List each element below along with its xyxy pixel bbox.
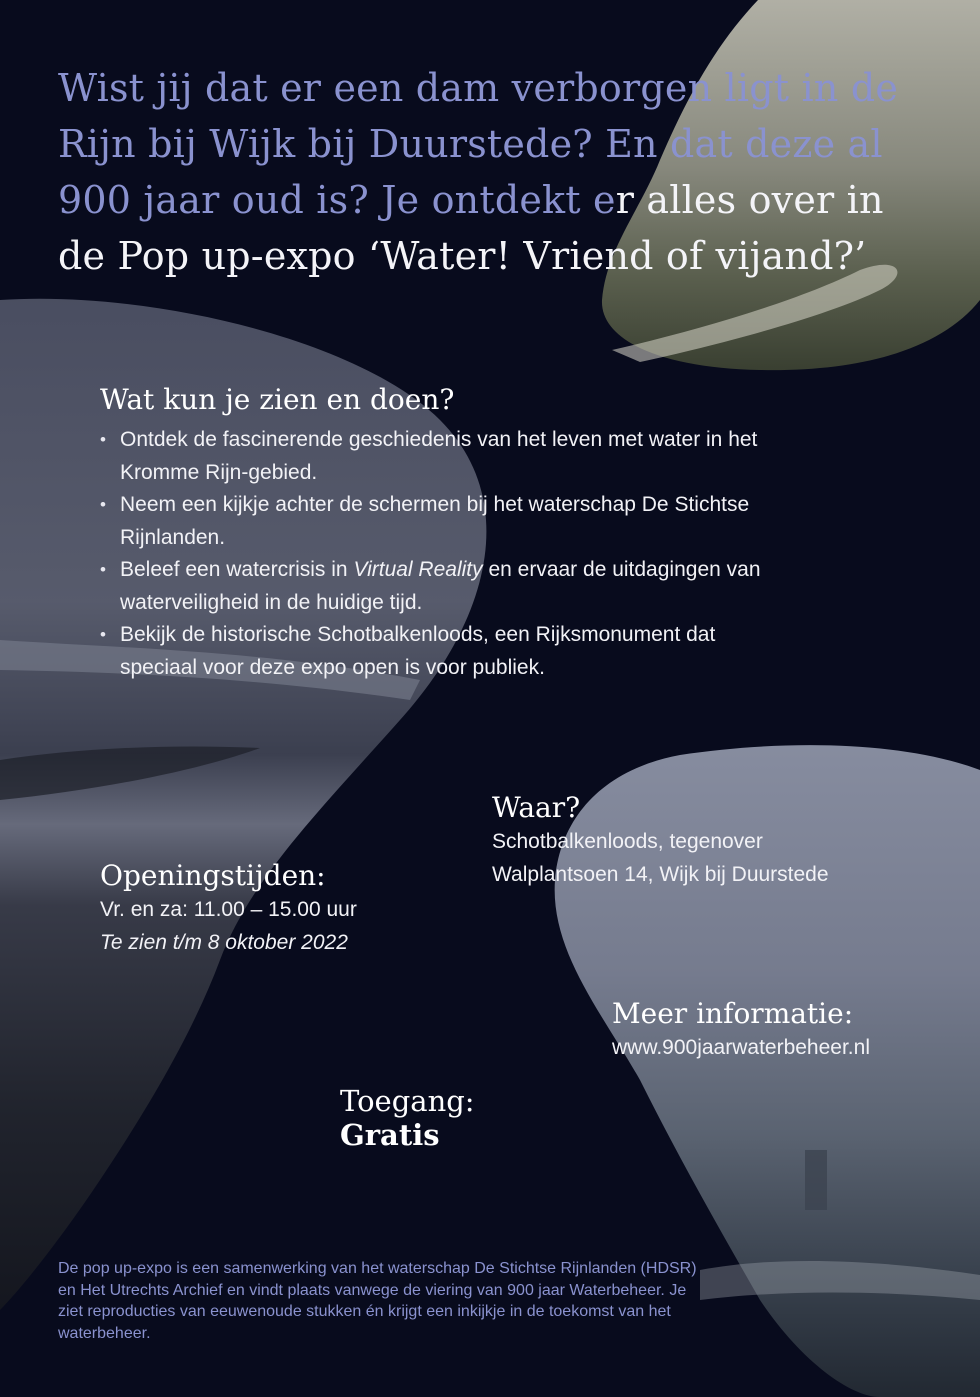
what-to-do-title: Wat kun je zien en doen? [100, 383, 455, 416]
footer-note: De pop up-expo is een samenwerking van het waterschap De Stichtse Rijnlanden (HDSR) en Het Utrechts Archief en vindt plaats vanwege de viering van 900 jaar Waterbeheer. Je ziet reproducties van eeuwenoude stukken én krijgt een inkijkje in de toekomst van het waterbeheer. [58, 1260, 697, 1342]
activity-item-behind-scenes: • Neem een kijkje achter de schermen bij het waterschap De Stichtse Rijnlanden. [100, 489, 780, 554]
activity-vr-italic: Virtual Reality [353, 558, 483, 581]
more-info-title: Meer informatie: [612, 997, 854, 1030]
activity-list [100, 424, 780, 684]
opening-hours-text: Vr. en za: 11.00 – 15.00 uur [100, 898, 357, 921]
headline-accent-text: Wist jij dat er een dam verborgen ligt in de Rijn bij Wijk bij Duurstede? En dat deze al 900 jaar oud is? Je ontdekt e [58, 66, 899, 222]
location-title: Waar? [492, 791, 581, 824]
activity-vr-text-end: en ervaar de uitdagingen van waterveiligheid in de huidige tijd. [120, 558, 761, 614]
location-section [492, 790, 932, 891]
opening-hours-section [100, 858, 480, 959]
admission-value: Gratis [340, 1118, 440, 1152]
location-line-2: Walplantsoen 14, Wijk bij Duurstede [492, 862, 829, 886]
activity-item-history: • Ontdek de fascinerende geschiedenis van het leven met water in het Kromme Rijn-gebied. [100, 424, 780, 489]
what-to-do-section [100, 382, 780, 684]
activity-item-vr [100, 554, 780, 619]
headline-white-text: r alles over in de Pop up-expo ‘Water! Vriend of vijand?’ [58, 178, 884, 278]
exhibition-end-date: Te zien t/m 8 oktober 2022 [100, 930, 348, 954]
activity-vr-text-start: Beleef een watercrisis in [120, 558, 354, 581]
headline [58, 60, 928, 284]
opening-hours-title: Openingstijden: [100, 859, 326, 892]
church-tower-shape [805, 1150, 827, 1210]
activity-item-monument: • Bekijk de historische Schotbalkenloods, een Rijksmonument dat speciaal voor deze expo open is voor publiek. [100, 619, 780, 684]
website-link[interactable]: www.900jaarwaterbeheer.nl [612, 1036, 870, 1059]
admission-title: Toegang: [340, 1084, 475, 1118]
more-info-section [612, 996, 952, 1065]
admission-section [340, 1084, 580, 1152]
location-line-1: Schotbalkenloods, tegenover [492, 830, 763, 853]
